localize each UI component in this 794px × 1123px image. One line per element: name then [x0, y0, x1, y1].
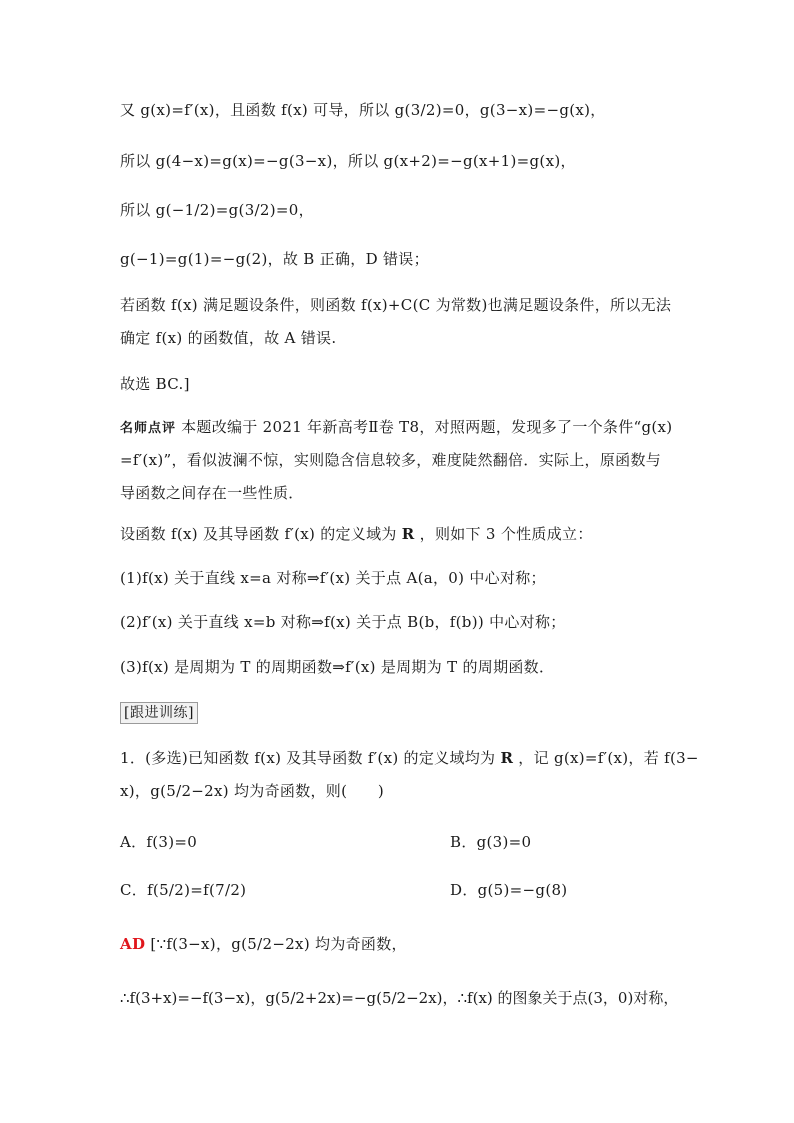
text-line-3: 所以 g(−1/2)=g(3/2)=0，: [120, 201, 314, 219]
property-2: (2)f′(x) 关于直线 x=b 对称⇒f(x) 关于点 B(b，f(b)) 中心对称；: [120, 613, 566, 631]
question-real-set: R: [500, 749, 514, 767]
text-line-1: 又 g(x)=f′(x)，且函数 f(x) 可导，所以 g(3/2)=0，g(3−x)=−g(x)，: [120, 101, 606, 119]
text-line-6: 确定 f(x) 的函数值，故 A 错误.: [120, 329, 337, 347]
comment-text-1: 本题改编于 2021 年新高考Ⅱ卷 T8，对照两题，发现多了一个条件“g(x): [181, 418, 673, 436]
solution-text-1: [∵f(3−x)，g(5/2−2x) 均为奇函数，: [150, 935, 407, 953]
option-c[interactable]: C．f(5/2)=f(7/2): [120, 881, 247, 899]
property-1: (1)f(x) 关于直线 x=a 对称⇒f′(x) 关于点 A(a，0) 中心对称；: [120, 569, 546, 587]
section-tag-row: [120, 700, 724, 724]
question-line-1: [120, 746, 724, 770]
answer-label: AD: [120, 935, 146, 953]
comment-line-1: [120, 415, 724, 441]
intro-tail: ，则如下 3 个性质成立：: [419, 525, 593, 543]
property-3: (3)f(x) 是周期为 T 的周期函数⇒f′(x) 是周期为 T 的周期函数．: [120, 658, 555, 676]
comment-line-2: =f′(x)”，看似波澜不惊，实则隐含信息较多，难度陡然翻倍．实际上，原函数与: [120, 451, 662, 469]
section-tag: [跟进训练]: [120, 702, 198, 724]
solution-line-1: [120, 932, 724, 956]
solution-line-2: ∴f(3+x)=−f(3−x)，g(5/2+2x)=−g(5/2−2x)，∴f(x) 的图象关于点(3，0)对称，: [120, 989, 679, 1007]
option-b[interactable]: B．g(3)=0: [450, 833, 532, 851]
text-line-7: 故选 BC.]: [120, 375, 190, 393]
intro-line: [120, 522, 724, 546]
question-line-2: x)，g(5/2−2x) 均为奇函数，则( ): [120, 782, 385, 800]
comment-badge: 名师点评: [120, 421, 177, 436]
real-set-symbol: R: [401, 525, 415, 543]
text-line-2: 所以 g(4−x)=g(x)=−g(3−x)，所以 g(x+2)=−g(x+1)=g(x)，: [120, 152, 576, 170]
text-line-5: 若函数 f(x) 满足题设条件，则函数 f(x)+C(C 为常数)也满足题设条件，所以无法: [120, 296, 672, 314]
comment-line-3: 导函数之间存在一些性质．: [120, 484, 304, 502]
option-a[interactable]: A．f(3)=0: [120, 833, 198, 851]
option-d[interactable]: D．g(5)=−g(8): [450, 881, 568, 899]
question-text: 1．(多选)已知函数 f(x) 及其导函数 f′(x) 的定义域均为: [120, 749, 496, 767]
text-line-4: g(−1)=g(1)=−g(2)，故 B 正确，D 错误；: [120, 250, 429, 268]
intro-text: 设函数 f(x) 及其导函数 f′(x) 的定义域为: [120, 525, 397, 543]
question-text-tail: ，记 g(x)=f′(x)，若 f(3−: [518, 749, 699, 767]
